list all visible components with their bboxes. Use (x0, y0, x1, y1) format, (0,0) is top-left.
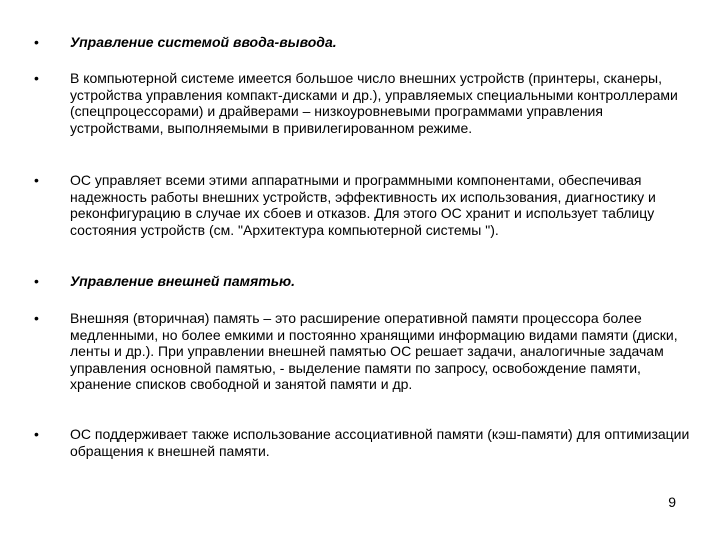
paragraph-cache: ОС поддерживает также использование ассоциативной памяти (кэш-памяти) для оптимизации обращения к внешней памяти. (70, 426, 690, 459)
bullet-marker: • (34, 426, 39, 442)
paragraph-os-management: ОС управляет всеми этими аппаратными и программными компонентами, обеспечивая надежность работы внешних устройств, эффективность их использования, диагностику и реконфигурацию в случае их сбоев и отказов. Для этого ОС хранит и использует таблицу состояния устройств (см. "Архитектура компьютерной системы "). (70, 172, 656, 238)
bullet-marker: • (34, 70, 39, 86)
section-heading-external-memory: Управление внешней памятью. (70, 273, 295, 289)
paragraph-external-memory: Внешняя (вторичная) память – это расширение оперативной памяти процессора более медленными, но более емкими и постоянно хранящими информацию видами памяти (диски, ленты и др.). При управлении внешней памятью ОС решает задачи, аналогичные задачам управления основной памятью, - выделение памяти по запросу, освобождение памяти, хранение списков свободной и занятой памяти и др. (70, 310, 678, 392)
paragraph-devices: В компьютерной системе имеется большое число внешних устройств (принтеры, сканеры, устройства управления компакт-дисками и др.), управляемых специальными контроллерами (спецпроцессорами) и драйверами – низкоуровневыми программами управления устройствами, выполняемыми в привилегированном режиме. (70, 70, 678, 136)
bullet-marker: • (34, 273, 39, 289)
page-number: 9 (668, 494, 676, 510)
bullet-marker: • (34, 34, 39, 50)
bullet-marker: • (34, 310, 39, 326)
section-heading-io: Управление системой ввода-вывода. (70, 34, 337, 50)
bullet-marker: • (34, 172, 39, 188)
